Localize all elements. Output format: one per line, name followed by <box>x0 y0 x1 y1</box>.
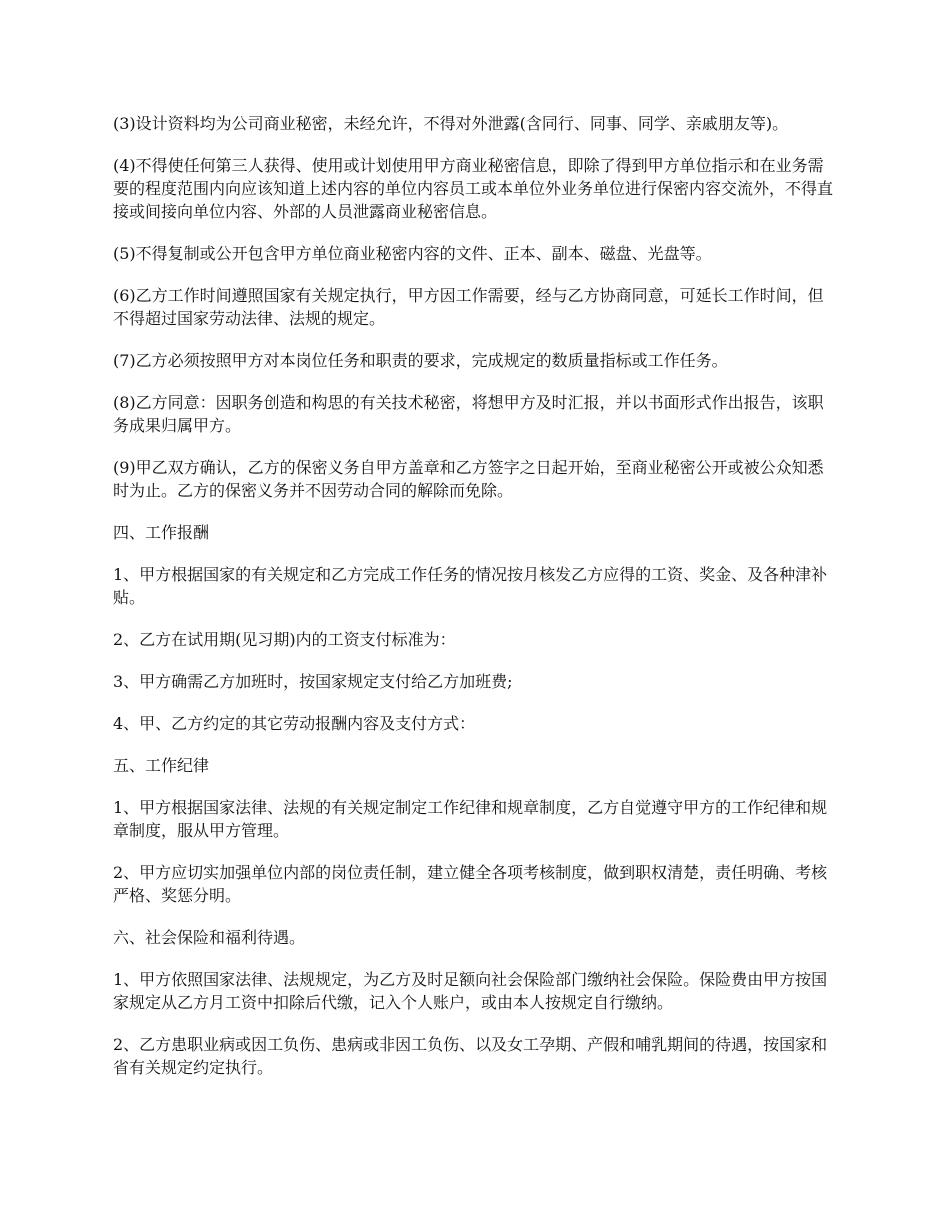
remuneration-item-3: 3、甲方确需乙方加班时，按国家规定支付给乙方加班费; <box>113 672 513 691</box>
remuneration-item-2: 2、乙方在试用期(见习期)内的工资支付标准为： <box>113 630 456 649</box>
clause-6: (6)乙方工作时间遵照国家有关规定执行，甲方因工作需要，经与乙方协商同意，可延长工作时间，但不得超过国家劳动法律、法规的规定。 <box>113 286 824 328</box>
discipline-item-2: 2、甲方应切实加强单位内部的岗位责任制，建立健全各项考核制度，做到职权清楚，责任明确、考核严格、奖惩分明。 <box>113 863 828 905</box>
document-page <box>113 112 835 1098</box>
remuneration-item-1: 1、甲方根据国家的有关规定和乙方完成工作任务的情况按月核发乙方应得的工资、奖金、及各种津补贴。 <box>113 565 828 607</box>
clause-4: (4)不得使任何第三人获得、使用或计划使用甲方商业秘密信息，即除了得到甲方单位指示和在业务需要的程度范围内向应该知道上述内容的单位内容员工或本单位外业务单位进行保密内容交流外，不得直接或间接向单位内容、外部的人员泄露商业秘密信息。 <box>113 156 834 221</box>
clause-8: (8)乙方同意：因职务创造和构思的有关技术秘密，将想甲方及时汇报，并以书面形式作出报告，该职务成果归属甲方。 <box>113 393 824 435</box>
section-heading-insurance: 六、社会保险和福利待遇。 <box>113 928 306 947</box>
remuneration-item-4: 4、甲、乙方约定的其它劳动报酬内容及支付方式： <box>113 714 476 733</box>
clause-3: (3)设计资料均为公司商业秘密，未经允许，不得对外泄露(含同行、同事、同学、亲戚朋友等)。 <box>113 114 789 133</box>
insurance-item-1: 1、甲方依照国家法律、法规规定，为乙方及时足额向社会保险部门缴纳社会保险。保险费由甲方按国家规定从乙方月工资中扣除后代缴，记入个人账户，或由本人按规定自行缴纳。 <box>113 970 828 1012</box>
clause-9: (9)甲乙双方确认，乙方的保密义务自甲方盖章和乙方签字之日起开始，至商业秘密公开或被公众知悉时为止。乙方的保密义务并不因劳动合同的解除而免除。 <box>113 458 824 500</box>
section-heading-discipline: 五、工作纪律 <box>113 756 210 775</box>
insurance-item-2: 2、乙方患职业病或因工负伤、患病或非因工负伤、以及女工孕期、产假和哺乳期间的待遇，按国家和省有关规定约定执行。 <box>113 1035 828 1077</box>
discipline-item-1: 1、甲方根据国家法律、法规的有关规定制定工作纪律和规章制度，乙方自觉遵守甲方的工作纪律和规章制度，服从甲方管理。 <box>113 798 828 840</box>
clause-7: (7)乙方必须按照甲方对本岗位任务和职责的要求，完成规定的数质量指标或工作任务。 <box>113 351 728 370</box>
section-heading-remuneration: 四、工作报酬 <box>113 523 210 542</box>
clause-5: (5)不得复制或公开包含甲方单位商业秘密内容的文件、正本、副本、磁盘、光盘等。 <box>113 244 712 263</box>
